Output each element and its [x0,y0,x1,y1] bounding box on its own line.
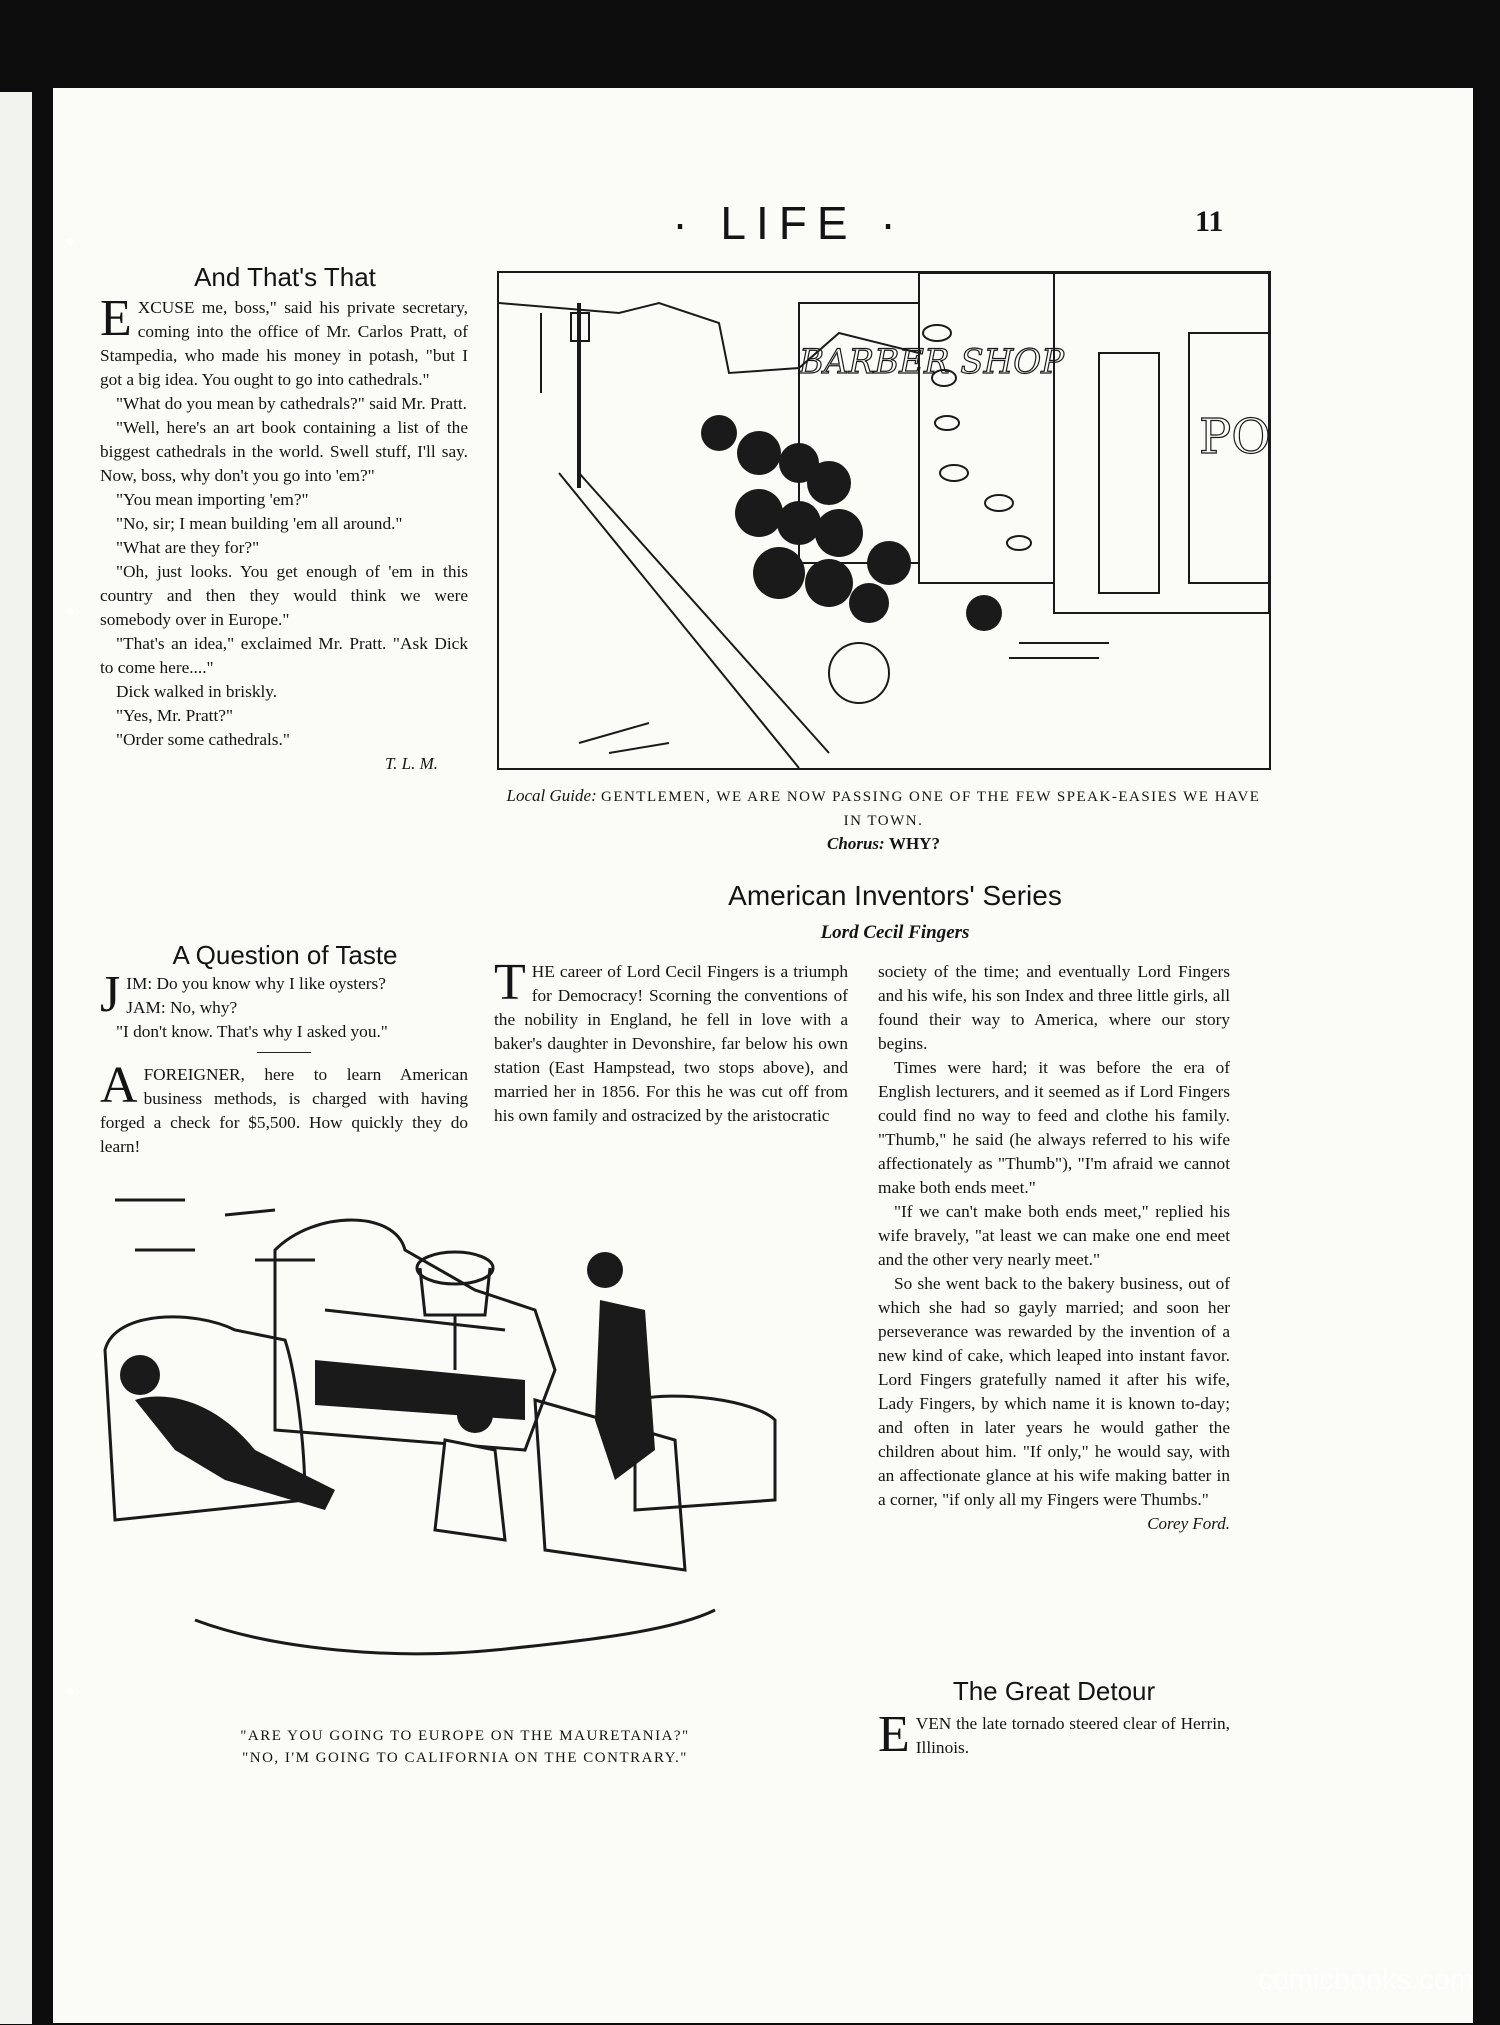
caption-line: "NO, I'M GOING TO CALIFORNIA ON THE CONTRARY." [242,1750,688,1766]
story-question-of-taste [100,966,468,1159]
caption-speaker: Local Guide: [506,786,597,805]
paragraph: So she went back to the bakery business, out of which she had so gayly married; and soon her perseverance was rewarded by the invention of a new kind of cake, which leaped into instant favor. Lord Fingers gratefully named it after his wife, Lady Fingers, by which name it is known to-day; and often in later years he would gather the children about him. "If only," he would say, with an affectionate glance at his wife making batter in a corner, "if only all my Fingers were Thumbs." [878,1274,1230,1509]
separator [257,1052,311,1053]
paragraph: AFOREIGNER, here to learn American business methods, is charged with having forged a check for $5,500. How quickly they do learn! [100,1057,468,1156]
paragraph: "Order some cathedrals." [116,730,290,749]
paragraph: "Well, here's an art book containing a list of the biggest cathedrals in the world. Swell stuff, I'll say. Now, boss, why don't you go into 'em?" [100,418,468,485]
paragraph: "Oh, just looks. You get enough of 'em in this country and then they would think we were somebody over in Europe." [100,562,468,629]
window-lettering: PO [1199,409,1269,465]
series-column-2 [878,960,1230,1536]
dropcap: A [100,1057,138,1114]
paragraph: "What do you mean by cathedrals?" said Mr. Pratt. [116,394,467,413]
watermark: comicbooks.com [1258,1964,1474,1996]
piano-scene-illustration [75,1190,855,1710]
byline: T. L. M. [384,754,438,773]
speakeasy-illustration [499,273,1269,768]
dropcap: E [100,290,132,347]
paragraph: THE career of Lord Cecil Fingers is a triumph for Democracy! Scorning the conventions of the nobility in England, he fell in love with a baker's daughter in Devonshire, far below his own station (East Hampstead, two stops above), and married her in 1856. For this he was cut off from his own family and ostracized by the aristocratic [494,954,848,1125]
page-number: 11 [1195,205,1224,238]
paragraph: "Yes, Mr. Pratt?" [116,706,234,725]
cartoon-speakeasy [497,271,1271,770]
paragraph: "I don't know. That's why I asked you." [116,1022,388,1041]
paragraph: EVEN the late tornado steered clear of Herrin, Illinois. [878,1706,1230,1763]
dropcap: T [494,954,526,1011]
dialogue-line: JAM: No, why? [126,998,238,1017]
story-title-question-of-taste: A Question of Taste [172,940,398,970]
paragraph: "What are they for?" [116,538,260,557]
byline: Corey Ford. [1147,1514,1230,1533]
paragraph: society of the time; and eventually Lord Fingers and his wife, his son Index and three little girls, all found their way to America, where our story begins. [878,962,1230,1053]
dropcap: J [100,966,121,1023]
story-and-thats-that [100,290,468,776]
dropcap: E [878,1706,910,1763]
caption-line: "ARE YOU GOING TO EUROPE ON THE MAURETANIA?" [240,1728,690,1744]
magazine-header: · LIFE · [672,197,906,249]
dialogue-line: IM: Do you know why I like oysters? [126,974,386,993]
barber-shop-sign: BARBER SHOP [799,342,1065,382]
cartoon-piano-scene [75,1190,855,1710]
story-great-detour [878,1706,1230,1763]
story-title-and-thats-that: And That's That [194,262,376,292]
paragraph: EXCUSE me, boss," said his private secretary, coming into the office of Mr. Carlos Pratt, of Stampedia, who made his money in potash, "but I got a big idea. You ought to go into cathedrals." [100,290,468,389]
paragraph: "No, sir; I mean building 'em all around." [116,514,403,533]
series-column-1 [494,954,848,1128]
story-title-great-detour: The Great Detour [952,1676,1156,1706]
paragraph: "If we can't make both ends meet," replied his wife bravely, "at least we can make one end meet and the other very nearly meet." [878,1202,1230,1269]
caption-text: GENTLEMEN, WE ARE NOW PASSING ONE OF THE FEW SPEAK-EASIES WE HAVE IN TOWN. [600,789,1261,829]
paragraph: Dick walked in briskly. [116,682,278,701]
paragraph: "That's an idea," exclaimed Mr. Pratt. "Ask Dick to come here...." [100,634,468,677]
cartoon-piano-caption [140,1725,790,1769]
cartoon-speakeasy-caption [497,784,1270,856]
chorus-text: WHY? [888,834,940,853]
paragraph: "You mean importing 'em?" [116,490,309,509]
series-title: American Inventors' Series [728,880,1062,911]
paragraph: Times were hard; it was before the era of English lecturers, and it seemed as if Lord Fingers could find no way to feed and clothe his family. "Thumb," he said (he always referred to his wife affectionately as "Thumb"), "I'm afraid we cannot make both ends meet." [878,1058,1230,1197]
chorus-speaker: Chorus: [827,834,885,853]
series-subtitle: Lord Cecil Fingers [820,922,970,943]
previous-page-edge [0,92,32,2024]
